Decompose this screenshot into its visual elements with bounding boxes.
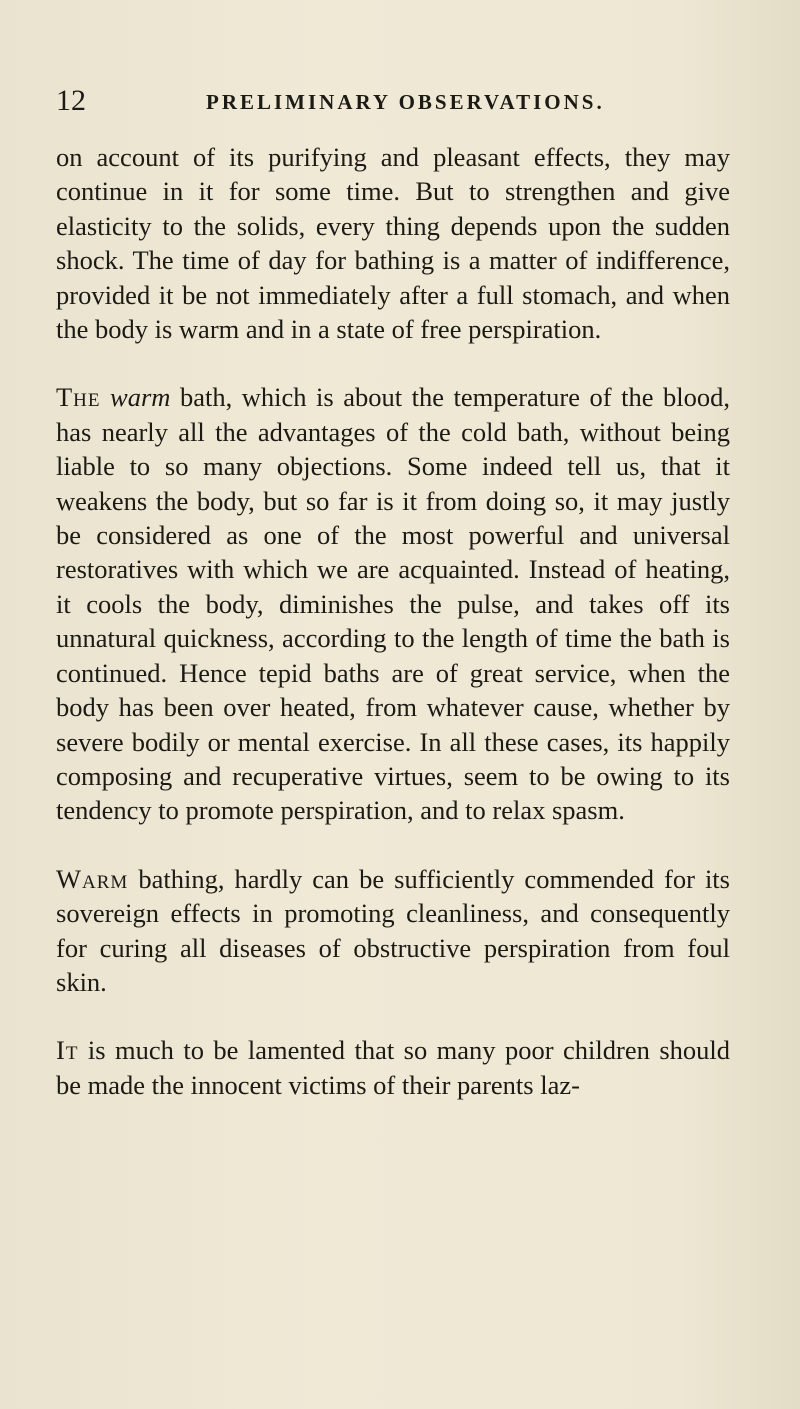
paragraph-1: [56, 140, 730, 346]
paragraph-2-text: bath, which is about the temperature of the blood, has nearly all the advantages of the cold bath, without being liable to so many objections. Some indeed tell us, that it weakens the body, but so far is it from doing so, it may justly be considered as one of the most powerful and universal restoratives with which we are acquainted. Instead of heating, it cools the body, diminishes the pulse, and takes off its unnatural quickness, according to the length of time the bath is continued. Hence tepid baths are of great service, when the body has been over heated, from whatever cause, whether by severe bodily or mental exercise. In all these cases, its happily composing and recuperative virtues, seem to be owing to its tendency to promote perspiration, and to relax spasm.: [56, 382, 730, 826]
page-number: 12: [56, 84, 86, 117]
page-header: [56, 84, 760, 120]
running-head: PRELIMINARY OBSERVATIONS.: [206, 90, 605, 114]
paragraph-3-text: bathing, hardly can be sufficiently commended for its sovereign effects in promoting cleanliness, and consequently for curing all diseases of obstructive perspiration from foul skin.: [56, 863, 730, 997]
body-text: [56, 140, 730, 1102]
paragraph-4-lead: It: [56, 1035, 79, 1066]
paragraph-3-lead: Warm: [56, 863, 129, 894]
paragraph-2-emphasis: warm: [110, 382, 171, 413]
paragraph-2-lead: The: [56, 382, 101, 413]
paragraph-4: [56, 1033, 730, 1102]
paragraph-1-text: on account of its purifying and pleasant effects, they may continue in it for some time. But to strengthen and give elasticity to the solids, every thing depends upon the sudden shock. The time of day for bathing is a matter of indifference, provided it be not immediately after a full stomach, and when the body is warm and in a state of free perspiration.: [56, 142, 730, 345]
paragraph-2: [56, 380, 730, 827]
paragraph-4-text: is much to be lamented that so many poor children should be made the innocent victims of their parents laz-: [56, 1035, 730, 1100]
paragraph-3: [56, 862, 730, 1000]
